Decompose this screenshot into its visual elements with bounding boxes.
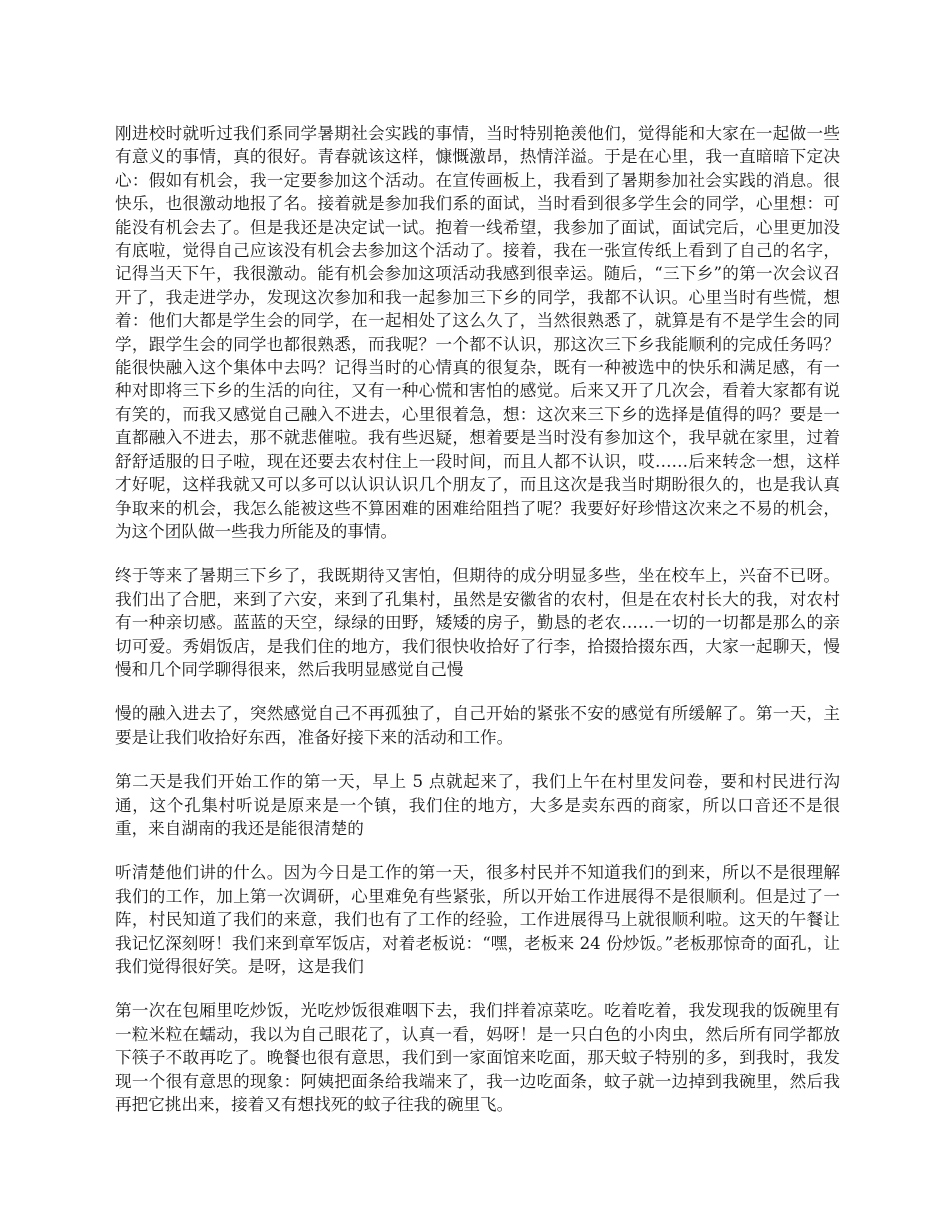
paragraph: 第二天是我们开始工作的第一天，早上 5 点就起来了，我们上午在村里发问卷，要和村民进行沟通，这个孔集村听说是原来是一个镇，我们住的地方，大多是卖东西的商家，所以口音还不是很重，来自湖南的我还是能很清楚的: [115, 772, 840, 838]
document-body: [115, 122, 840, 1137]
paragraph: 终于等来了暑期三下乡了，我既期待又害怕，但期待的成分明显多些，坐在校车上，兴奋不已呀。我们出了合肥，来到了六安，来到了孔集村，虽然是安徽省的农村，但是在农村长大的我，对农村有一种亲切感。蓝蓝的天空，绿绿的田野，矮矮的房子，勤恳的老农……一切的一切都是那么的亲切可爱。秀娟饭店，是我们住的地方，我们很快收拾好了行李，拾掇拾掇东西，大家一起聊天，慢慢和几个同学聊得很来，然后我明显感觉自己慢: [115, 566, 840, 679]
paragraph: 听清楚他们讲的什么。因为今日是工作的第一天，很多村民并不知道我们的到来，所以不是很理解我们的工作，加上第一次调研，心里难免有些紧张，所以开始工作进展得不是很顺利。但是过了一阵，村民知道了我们的来意，我们也有了工作的经验，工作进展得马上就很顺利啦。这天的午餐让我记忆深刻呀！我们来到章军饭店，对着老板说：“嘿，老板来 24 份炒饭。”老板那惊奇的面孔，让我们觉得很好笑。是呀，这是我们: [115, 863, 840, 976]
paragraph: 慢的融入进去了，突然感觉自己不再孤独了，自己开始的紧张不安的感觉有所缓解了。第一天，主要是让我们收拾好东西，准备好接下来的活动和工作。: [115, 704, 840, 747]
paragraph: 第一次在包厢里吃炒饭，光吃炒饭很难咽下去，我们拌着凉菜吃。吃着吃着，我发现我的饭碗里有一粒米粒在蠕动，我以为自己眼花了，认真一看，妈呀！是一只白色的小肉虫，然后所有同学都放下筷子不敢再吃了。晚餐也很有意思，我们到一家面馆来吃面，那天蚊子特别的多，到我时，我发现一个很有意思的现象：阿姨把面条给我端来了，我一边吃面条，蚊子就一边掉到我碗里，然后我再把它挑出来，接着又有想找死的蚊子往我的碗里飞。: [115, 1001, 840, 1115]
paragraph: 刚进校时就听过我们系同学暑期社会实践的事情，当时特别艳羡他们，觉得能和大家在一起做一些有意义的事情，真的很好。青春就该这样，慷慨激昂，热情洋溢。于是在心里，我一直暗暗下定决心：假如有机会，我一定要参加这个活动。在宣传画板上，我看到了暑期参加社会实践的消息。很快乐，也很激动地报了名。接着就是参加我们系的面试，当时看到很多学生会的同学，心里想：可能没有机会去了。但是我还是决定试一试。抱着一线希望，我参加了面试，面试完后，心里更加没有底啦，觉得自己应该没有机会去参加这个活动了。接着，我在一张宣传纸上看到了自己的名字，记得当天下午，我很激动。能有机会参加这项活动我感到很幸运。随后，“三下乡”的第一次会议召开了，我走进学办，发现这次参加和我一起参加三下乡的同学，我都不认识。心里当时有些慌，想着：他们大都是学生会的同学，在一起相处了这么久了，当然很熟悉了，就算是有不是学生会的同学，跟学生会的同学也都很熟悉，而我呢？一个都不认识，那这次三下乡我能顺利的完成任务吗？能很快融入这个集体中去吗？记得当时的心情真的很复杂，既有一种被选中的快乐和满足感，有一种对即将三下乡的生活的向往，又有一种心慌和害怕的感觉。后来又开了几次会，看着大家都有说有笑的，而我又感觉自己融入不进去，心里很着急，想：这次来三下乡的选择是值得的吗？要是一直都融入不进去，那不就悲催啦。我有些迟疑，想着要是当时没有参加这个，我早就在家里，过着舒舒适服的日子啦，现在还要去农村住上一段时间，而且人都不认识，哎……后来转念一想，这样才好呢，这样我就又可以多可以认识认识几个朋友了，而且这次是我当时期盼很久的，也是我认真争取来的机会，我怎么能被这些不算困难的困难给阻挡了呢？我要好好珍惜这次来之不易的机会，为这个团队做一些我力所能及的事情。: [115, 124, 840, 541]
